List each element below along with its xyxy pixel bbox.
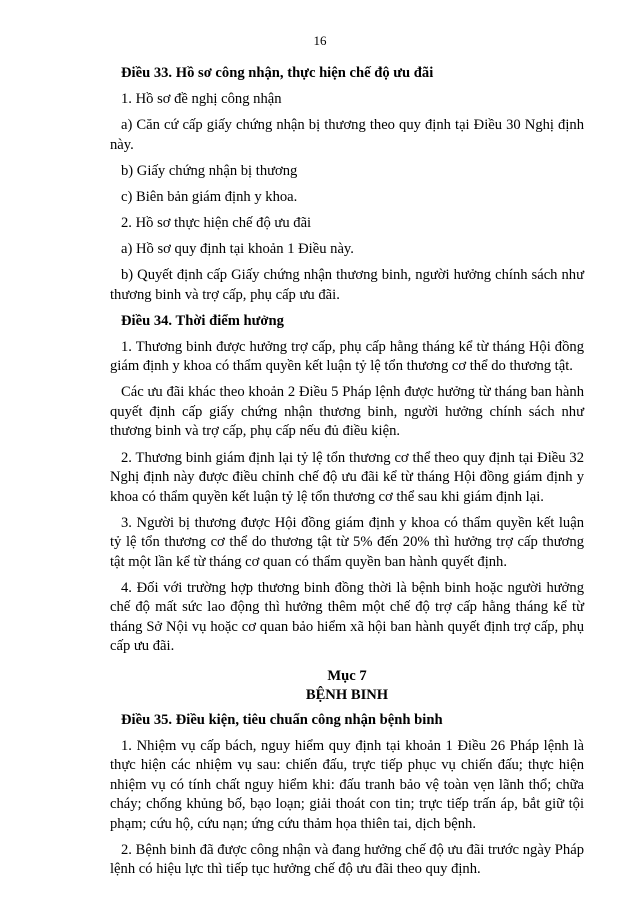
- paragraph: 1. Nhiệm vụ cấp bách, nguy hiểm quy định tại khoản 1 Điều 26 Pháp lệnh là thực hiện các nhiệm vụ sau: chiến đấu, trực tiếp phục vụ chiến đấu; thực hiện nhiệm vụ có tính chất nguy hiểm khi: đấu tranh bảo vệ toàn vẹn lãnh thổ; chữa cháy; chống khủng bố, bạo loạn; giải thoát con tin; trực tiếp trấn áp, bắt giữ tội phạm; cứu hộ, cứu nạn; ứng cứu thảm họa thiên tai, dịch bệnh.: [110, 737, 584, 832]
- article-34-heading: Điều 34. Thời điểm hưởng: [121, 312, 284, 329]
- section-heading: [110, 667, 584, 705]
- paragraph: a) Căn cứ cấp giấy chứng nhận bị thương theo quy định tại Điều 30 Nghị định này.: [110, 117, 584, 153]
- paragraph: 2. Thương binh giám định lại tỷ lệ tổn thương cơ thể theo quy định tại Điều 32 Nghị định này được điều chỉnh chế độ ưu đãi kể từ tháng Hội đồng giám định y khoa có thẩm quyền kết luận tỷ lệ tổn thương cơ thể sau khi giám định lại.: [110, 449, 584, 505]
- page-number: 16: [313, 33, 327, 48]
- section-title: BỆNH BINH: [305, 686, 389, 703]
- paragraph: 1. Hồ sơ đề nghị công nhận: [121, 91, 282, 108]
- paragraph: 2. Hồ sơ thực hiện chế độ ưu đãi: [121, 214, 312, 231]
- paragraph: 2. Bệnh binh đã được công nhận và đang hưởng chế độ ưu đãi trước ngày Pháp lệnh có hiệu lực thì tiếp tục hưởng chế độ ưu đãi theo quy định.: [110, 841, 584, 878]
- paragraph: a) Hồ sơ quy định tại khoản 1 Điều này.: [121, 241, 354, 258]
- article-33-heading: Điều 33. Hồ sơ công nhận, thực hiện chế độ ưu đãi: [121, 65, 434, 81]
- article-35-heading: Điều 35. Điều kiện, tiêu chuẩn công nhận bệnh binh: [121, 711, 443, 728]
- section-label: Mục 7: [327, 667, 367, 684]
- paragraph: 3. Người bị thương được Hội đồng giám định y khoa có thẩm quyền kết luận tỷ lệ tổn thương cơ thể do thương tật từ 5% đến 20% thì hưởng trợ cấp thương tật một lần kể từ tháng cơ quan có thẩm quyền ban hành quyết định.: [110, 514, 584, 570]
- paragraph: c) Biên bản giám định y khoa.: [121, 188, 298, 205]
- paragraph: b) Quyết định cấp Giấy chứng nhận thương binh, người hưởng chính sách như thương binh và trợ cấp, phụ cấp ưu đãi.: [110, 267, 584, 303]
- paragraph: 4. Đối với trường hợp thương binh đồng thời là bệnh binh hoặc người hưởng chế độ mất sức lao động thì hưởng thêm một chế độ trợ cấp hằng tháng kể từ tháng Sở Nội vụ hoặc cơ quan bảo hiểm xã hội ban hành quyết định trợ cấp, phụ cấp ưu đãi.: [110, 579, 584, 655]
- document-body: [110, 64, 584, 887]
- paragraph: 1. Thương binh được hưởng trợ cấp, phụ cấp hằng tháng kể từ tháng Hội đồng giám định y khoa có thẩm quyền kết luận tỷ lệ tổn thương cơ thể do thương tật.: [110, 338, 584, 375]
- paragraph: Các ưu đãi khác theo khoản 2 Điều 5 Pháp lệnh được hưởng từ tháng ban hành quyết định cấp giấy chứng nhận thương binh, người hưởng chính sách như thương binh và trợ cấp, phụ cấp nếu đủ điều kiện.: [110, 384, 584, 440]
- paragraph: b) Giấy chứng nhận bị thương: [121, 162, 298, 179]
